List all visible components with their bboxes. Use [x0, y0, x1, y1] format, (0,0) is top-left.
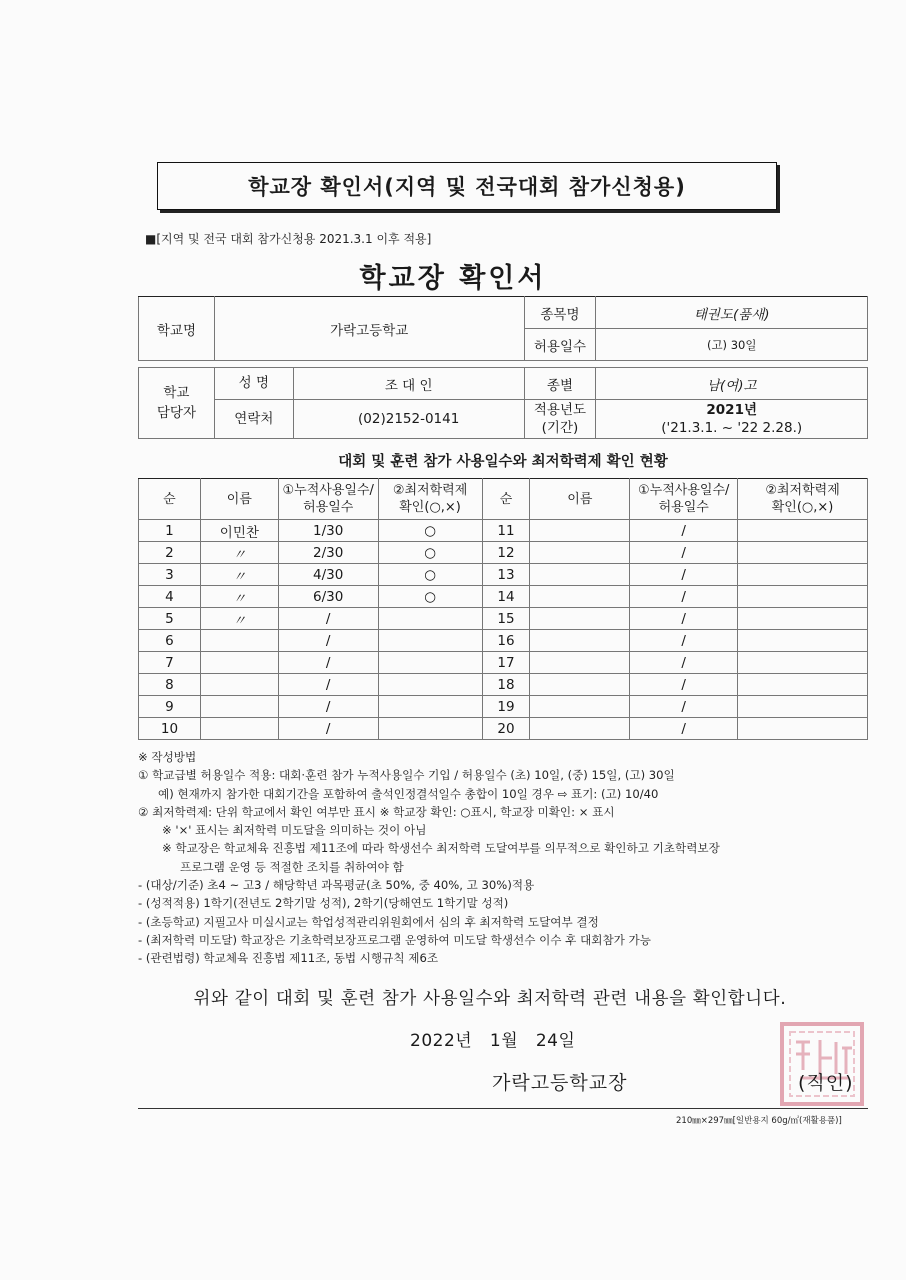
category-label: 종별	[524, 368, 596, 400]
cell-check: ○	[378, 564, 482, 586]
cell-name	[530, 586, 630, 608]
cell-name: 〃	[200, 608, 278, 630]
table-row	[139, 652, 868, 674]
col-no-2: 순	[482, 479, 530, 520]
col-no: 순	[139, 479, 201, 520]
application-note: ■[지역 및 전국 대회 참가신청용 2021.3.1 이후 적용]	[145, 232, 432, 246]
cell-name	[200, 674, 278, 696]
cell-check	[378, 630, 482, 652]
cell-days: /	[278, 674, 378, 696]
year-label: 적용년도 (기간)	[524, 400, 596, 439]
cell-name: 〃	[200, 564, 278, 586]
cell-check	[738, 630, 868, 652]
cell-no: 8	[139, 674, 201, 696]
manager-name-value: 조 대 인	[384, 377, 433, 394]
document-title-box	[157, 162, 777, 210]
cell-name	[530, 718, 630, 740]
contact-value: (02)2152-0141	[358, 411, 460, 427]
cell-days: /	[630, 520, 738, 542]
cell-check	[738, 608, 868, 630]
cell-name	[530, 696, 630, 718]
cell-no: 14	[482, 586, 530, 608]
detail-2: - (성적적용) 1학기(전년도 2학기말 성적), 2학기(당해연도 1학기말 성적)	[138, 896, 509, 911]
cell-name	[530, 608, 630, 630]
cell-name	[200, 696, 278, 718]
event-label: 종목명	[524, 297, 596, 329]
seal-label: (직인)	[798, 1072, 854, 1094]
table-row	[139, 674, 868, 696]
cell-no: 16	[482, 630, 530, 652]
table-row	[139, 608, 868, 630]
cell-no: 13	[482, 564, 530, 586]
category-value: 남(여)고	[596, 368, 868, 400]
notes-heading: ※ 작성방법	[138, 750, 197, 764]
col-check: ②최저학력제 확인(○,×)	[378, 479, 482, 520]
official-seal-stamp	[776, 1018, 870, 1112]
detail-3: - (초등학교) 지필고사 미실시교는 학업성적관리위원회에서 심의 후 최저학력 도달여부 결정	[138, 914, 599, 929]
cell-check	[738, 520, 868, 542]
usage-table	[138, 478, 868, 740]
school-name-label: 학교명	[139, 297, 215, 361]
cell-check	[378, 608, 482, 630]
cell-days: /	[630, 696, 738, 718]
period-value: ('21.3.1. ~ '22 2.28.)	[661, 420, 803, 436]
contact-label: 연락처	[215, 400, 294, 438]
year-value: 2021년	[706, 402, 758, 418]
cell-no: 1	[139, 520, 201, 542]
cell-name	[530, 674, 630, 696]
confirmation-statement: 위와 같이 대회 및 훈련 참가 사용일수와 최저학력 관련 내용을 확인합니다.	[193, 989, 787, 1009]
cell-days: /	[630, 718, 738, 740]
note-2b-cont: 프로그램 운영 등 적절한 조치를 취하여야 함	[180, 859, 404, 874]
cell-check	[378, 696, 482, 718]
cell-days: /	[630, 674, 738, 696]
school-name-value: 가락고등학교	[214, 297, 524, 361]
detail-5: - (관련법령) 학교체육 진흥법 제11조, 동법 시행규칙 제6조	[138, 951, 439, 966]
col-name: 이름	[200, 479, 278, 520]
instructions	[138, 748, 888, 968]
cell-check	[738, 696, 868, 718]
cell-no: 3	[139, 564, 201, 586]
cell-no: 11	[482, 520, 530, 542]
document-title: 학교장 확인서(지역 및 전국대회 참가신청용)	[248, 175, 686, 199]
school-info-table	[138, 296, 868, 439]
cell-name	[530, 542, 630, 564]
issue-date: 2022년 1월 24일	[410, 1031, 576, 1051]
cell-name	[530, 520, 630, 542]
note-2: ② 최저학력제: 단위 학교에서 확인 여부만 표시 ※ 학교장 확인: ○표시, 학교장 미확인: × 표시	[138, 804, 615, 819]
cell-days: 1/30	[278, 520, 378, 542]
cell-no: 5	[139, 608, 201, 630]
manager-label: 학교 담당자	[139, 368, 215, 439]
cell-days: /	[630, 630, 738, 652]
note-1: ① 학교급별 허용일수 적용: 대회·훈련 참가 누적사용일수 기입 / 허용일수 (초) 10일, (중) 15일, (고) 30일	[138, 768, 675, 783]
cell-no: 17	[482, 652, 530, 674]
cell-name: 〃	[200, 542, 278, 564]
cell-no: 20	[482, 718, 530, 740]
cell-no: 19	[482, 696, 530, 718]
cell-check: ○	[378, 586, 482, 608]
cell-days: /	[630, 542, 738, 564]
table-row	[139, 630, 868, 652]
cell-days: /	[630, 652, 738, 674]
col-days: ①누적사용일수/ 허용일수	[278, 479, 378, 520]
col-check-2: ②최저학력제 확인(○,×)	[738, 479, 868, 520]
cell-no: 2	[139, 542, 201, 564]
table-row	[139, 718, 868, 740]
cell-days: /	[278, 718, 378, 740]
cell-name	[200, 630, 278, 652]
cell-no: 18	[482, 674, 530, 696]
cell-days: /	[278, 608, 378, 630]
note-2b: ※ 학교장은 학교체육 진흥법 제11조에 따라 학생선수 최저학력 도달여부를 의무적으로 확인하고 기초학력보장	[162, 841, 720, 856]
detail-1: - (대상/기준) 초4 ~ 고3 / 해당학년 과목평균(초 50%, 중 40%, 고 30%)적용	[138, 878, 535, 893]
cell-days: /	[278, 630, 378, 652]
cell-no: 15	[482, 608, 530, 630]
table-row	[139, 520, 868, 542]
cell-check	[738, 718, 868, 740]
cell-days: /	[630, 564, 738, 586]
cell-name	[530, 564, 630, 586]
section-title: 대회 및 훈련 참가 사용일수와 최저학력제 확인 현황	[338, 454, 668, 470]
cell-no: 9	[139, 696, 201, 718]
cell-name	[530, 652, 630, 674]
allowed-days-value: (고) 30일	[596, 329, 868, 361]
cell-check	[738, 674, 868, 696]
cell-check	[738, 564, 868, 586]
cell-days: 4/30	[278, 564, 378, 586]
cell-check: ○	[378, 542, 482, 564]
col-days-2: ①누적사용일수/ 허용일수	[630, 479, 738, 520]
table-row	[139, 542, 868, 564]
cell-no: 6	[139, 630, 201, 652]
cell-check: ○	[378, 520, 482, 542]
cell-check	[738, 586, 868, 608]
allowed-days-label: 허용일수	[524, 329, 596, 361]
table-row	[139, 586, 868, 608]
cell-name: 〃	[200, 586, 278, 608]
table-row	[139, 696, 868, 718]
note-1-example: 예) 현재까지 참가한 대회기간을 포함하여 출석인정결석일수 총합이 10일 경우 ⇨ 표기: (고) 10/40	[158, 786, 659, 801]
cell-no: 10	[139, 718, 201, 740]
principal-signature: 가락고등학교장	[492, 1072, 628, 1094]
cell-name: 이민찬	[200, 520, 278, 542]
cell-no: 7	[139, 652, 201, 674]
paper-spec: 210㎜×297㎜[일반용지 60g/㎡(재활용품)]	[676, 1116, 842, 1126]
name-label: 성 명	[215, 368, 294, 399]
table-row	[139, 564, 868, 586]
cell-days: /	[278, 652, 378, 674]
cell-check	[738, 652, 868, 674]
event-value: 태권도(품새)	[596, 297, 868, 329]
cell-name	[200, 718, 278, 740]
cell-check	[378, 674, 482, 696]
cell-days: /	[630, 608, 738, 630]
cell-no: 12	[482, 542, 530, 564]
cell-no: 4	[139, 586, 201, 608]
detail-4: - (최저학력 미도달) 학교장은 기초학력보장프로그램 운영하여 미도달 학생선수 이수 후 대회참가 가능	[138, 932, 651, 947]
cell-name	[200, 652, 278, 674]
note-2a: ※ '×' 표시는 최저학력 미도달을 의미하는 것이 아님	[162, 823, 427, 838]
cell-check	[378, 718, 482, 740]
cell-name	[530, 630, 630, 652]
cell-days: /	[630, 586, 738, 608]
cell-check	[378, 652, 482, 674]
cell-days: /	[278, 696, 378, 718]
footer-rule	[138, 1108, 868, 1109]
cell-check	[738, 542, 868, 564]
col-name-2: 이름	[530, 479, 630, 520]
form-title: 학교장 확인서	[359, 263, 547, 294]
cell-days: 2/30	[278, 542, 378, 564]
cell-days: 6/30	[278, 586, 378, 608]
